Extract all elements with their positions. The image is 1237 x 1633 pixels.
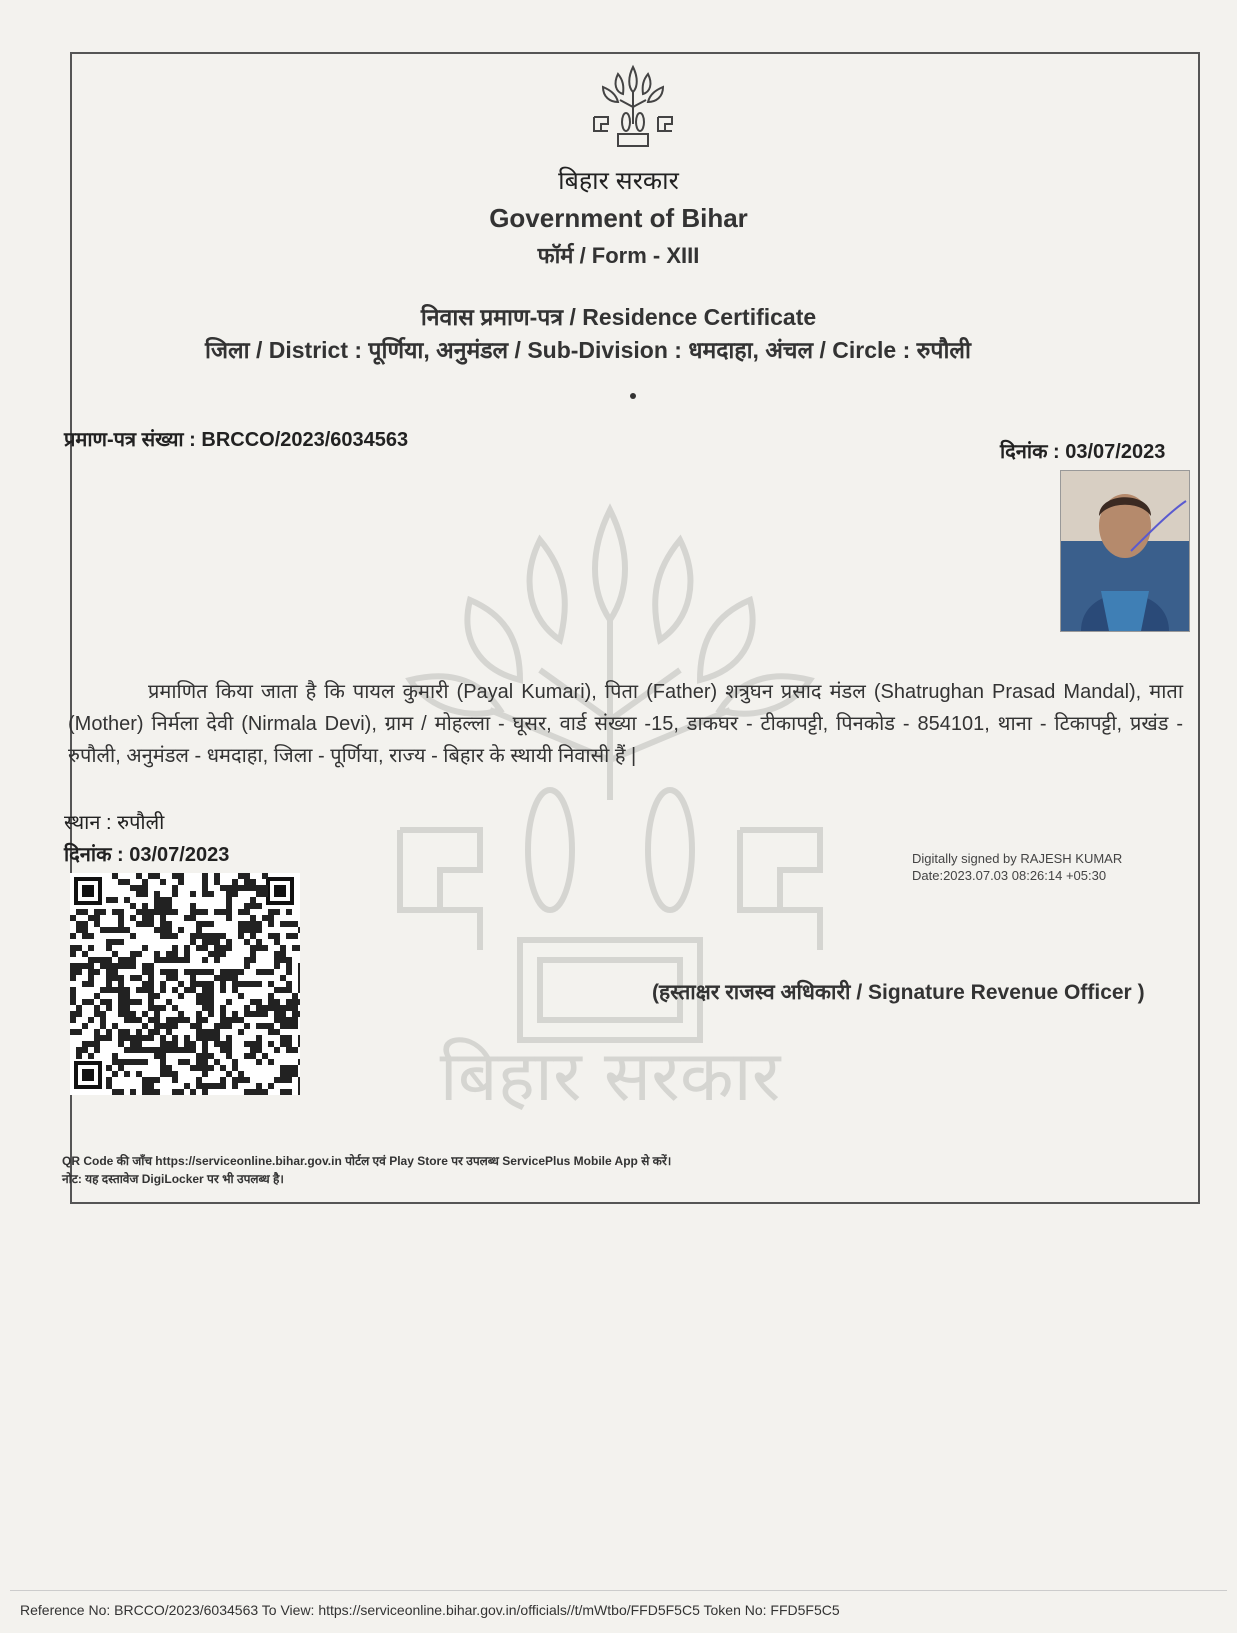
certificate-body-text: प्रमाणित किया जाता है कि पायल कुमारी (Payal Kumari), पिता (Father) शत्रुघन प्रसाद मंडल (Shatrughan Prasad Mandal), माता (Mother) निर्मला देवी (Nirmala Devi), ग्राम / मोहल्ला - घूसर, वार्ड संख्या -15, डाकघर - टीकापट्टी, पिनकोड - 854101, थाना - टिकापट्टी, प्रखंड - रुपौली, अनुमंडल - धमदाहा, जिला - पूर्णिया, राज्य - बिहार के स्थायी निवासी हैं | bbox=[68, 681, 1183, 767]
qr-note-line1: QR Code की जाँच https://serviceonline.bihar.gov.in पोर्टल एवं Play Store पर उपलब्ध ServicePlus Mobile App से करें। bbox=[62, 1154, 672, 1168]
digital-signature bbox=[912, 850, 1122, 884]
place-date: दिनांक : 03/07/2023 bbox=[64, 844, 230, 866]
signature-label: (हस्ताक्षर राजस्व अधिकारी / Signature Revenue Officer ) bbox=[652, 981, 1145, 1004]
bihar-emblem bbox=[588, 62, 678, 157]
certificate-body bbox=[68, 676, 1183, 772]
qr-code[interactable] bbox=[70, 873, 300, 1095]
location-line: जिला / District : पूर्णिया, अनुमंडल / Sub-Division : धमदाहा, अंचल / Circle : रुपौली bbox=[205, 337, 971, 363]
footer-reference: Reference No: BRCCO/2023/6034563 To View: https://serviceonline.bihar.gov.in/officials//t/mWtbo/FFD5F5C5 Token No: FFD5F5C5 bbox=[20, 1602, 840, 1618]
applicant-photo bbox=[1060, 470, 1190, 632]
digital-sign-name: Digitally signed by RAJESH KUMAR bbox=[912, 851, 1123, 866]
qr-note bbox=[62, 1152, 671, 1188]
form-number: फॉर्म / Form - XIII bbox=[537, 243, 700, 268]
watermark-text: बिहार सरकार bbox=[439, 1035, 781, 1117]
place: स्थान : रुपौली bbox=[64, 812, 165, 834]
issue-date: दिनांक : 03/07/2023 bbox=[1000, 441, 1166, 463]
certificate-title: निवास प्रमाण-पत्र / Residence Certificate bbox=[420, 304, 817, 330]
govt-title: Government of Bihar bbox=[489, 203, 748, 233]
certificate-number: प्रमाण-पत्र संख्या : BRCCO/2023/6034563 bbox=[64, 429, 409, 451]
digital-sign-date: Date:2023.07.03 08:26:14 +05:30 bbox=[912, 868, 1107, 883]
hindi-govt-title: बिहार सरकार bbox=[558, 167, 679, 195]
qr-note-line2: नोट: यह दस्तावेज DigiLocker पर भी उपलब्ध है। bbox=[62, 1172, 284, 1186]
footer-divider bbox=[10, 1590, 1227, 1591]
dot-mark bbox=[630, 393, 636, 399]
